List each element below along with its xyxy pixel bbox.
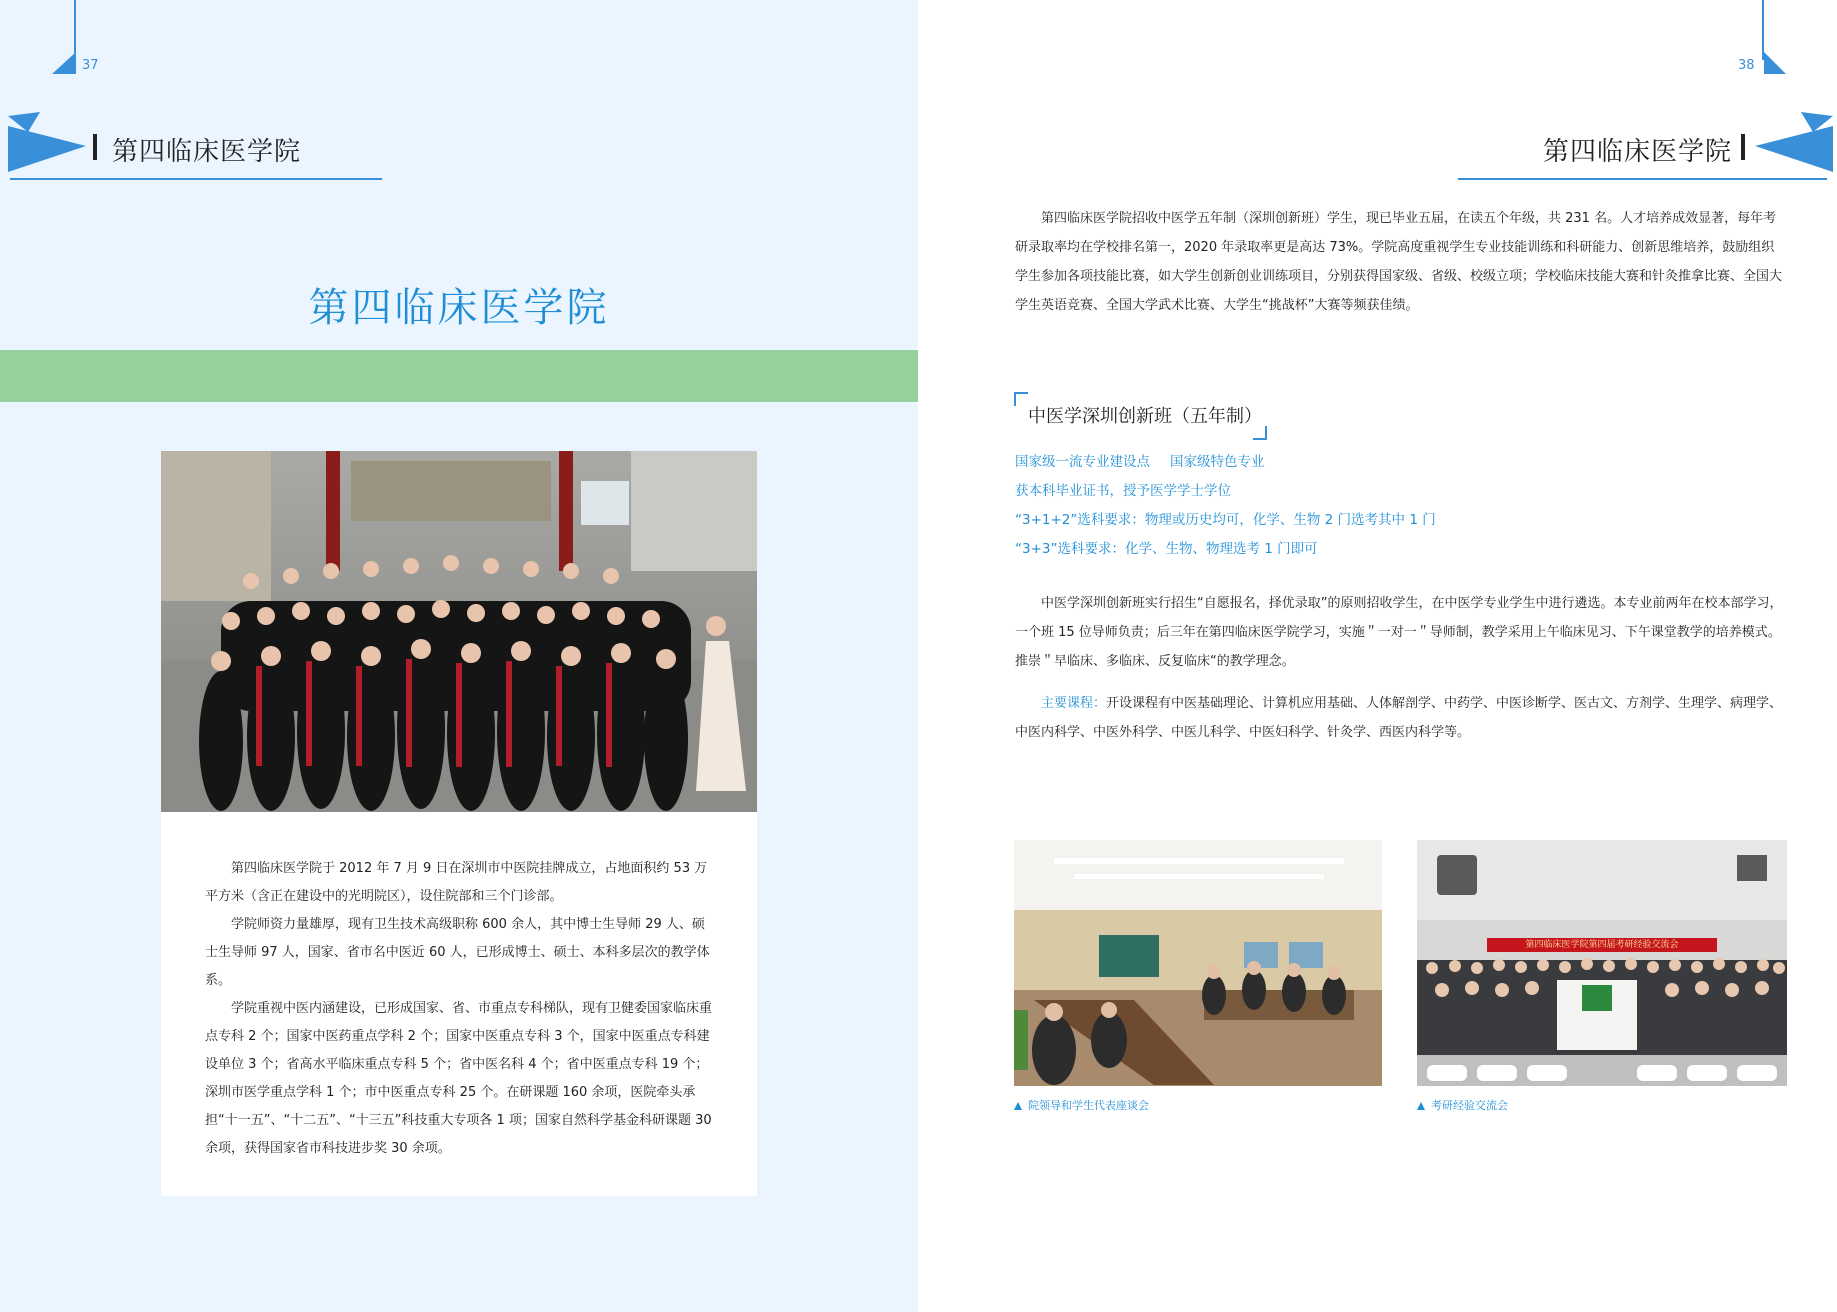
highlight-line — [1015, 508, 1456, 528]
left-page — [0, 0, 918, 1312]
header-arrow-icon — [1755, 110, 1833, 174]
photo-banner-text: 第四临床医学院第四届考研经验交流会 — [1525, 940, 1679, 950]
highlight-item: 获本科毕业证书，授予医学学士学位 — [1015, 483, 1231, 499]
photo-caption — [1417, 1097, 1508, 1113]
exam-exchange-photo — [1417, 840, 1787, 1086]
header-arrow-icon — [8, 110, 86, 174]
courses-text — [1015, 689, 1787, 747]
admission-text: 中医学深圳创新班实行招生“自愿报名，择优录取”的原则招收学生，在中医学专业学生中进行遴选。本专业前两年在校本部学习，一个班 15 位导师负责；后三年在第四临床医学院学习，实施＂一对一＂导师制，教学采用上午临床见习、下午课堂教学的培养模式。推崇＂早临床、多临床、反复临床“的教学理念。 — [1015, 596, 1783, 669]
caption-text: 考研经验交流会 — [1431, 1099, 1508, 1112]
corner-triangle-icon — [52, 52, 76, 74]
header-bar — [1741, 134, 1745, 160]
right-intro-text: 第四临床医学院招收中医学五年制（深圳创新班）学生，现已毕业五届，在读五个年级，共 231 名。人才培养成效显著，每年考研录取率均在学校排名第一，2020 年录取率更是高达 73%。学院高度重视学生专业技能训练和科研能力、创新思维培养，鼓励组织学生参加各项技能比赛，如大学生创新创业训练项目，分别获得国家级、省级、校级立项；学校临床技能大赛和针灸推拿比赛、全国大学生英语竞赛、全国大学武术比赛、大学生“挑战杯”大赛等频获佳绩。 — [1015, 211, 1783, 313]
courses-label: 主要课程： — [1041, 696, 1107, 711]
header-title: 第四临床医学院 — [1543, 137, 1733, 167]
highlight-item: “3+1+2”选科要求：物理或历史均可，化学、生物 2 门选考其中 1 门 — [1015, 512, 1436, 528]
bracket-corner — [1014, 392, 1028, 406]
highlight-item: 国家级特色专业 — [1170, 454, 1265, 470]
header-bar — [93, 134, 97, 160]
highlight-item: 国家级一流专业建设点 — [1015, 454, 1150, 470]
courses-list: 开设课程有中医基础理论、计算机应用基础、人体解剖学、中药学、中医诊断学、医古文、方剂学、生理学、病理学、中医内科学、中医外科学、中医儿科学、中医妇科学、针灸学、西医内科学等。 — [1015, 696, 1783, 740]
highlight-item: “3+3”选科要求：化学、生物、物理选考 1 门即可 — [1015, 541, 1318, 557]
graduation-group-photo — [161, 451, 757, 812]
caption-triangle-icon — [1417, 1102, 1425, 1110]
page-corner-line — [74, 0, 76, 60]
bracket-corner — [1253, 426, 1267, 440]
page-number: 37 — [82, 58, 99, 73]
highlight-line — [1015, 479, 1251, 499]
photo-caption — [1014, 1097, 1149, 1113]
caption-triangle-icon — [1014, 1102, 1022, 1110]
program-title: 中医学深圳创新班（五年制） — [1028, 406, 1262, 427]
highlight-line — [1015, 537, 1338, 557]
intro-text — [205, 855, 713, 1163]
header-rule — [1458, 178, 1827, 180]
intro-paragraph: 学院重视中医内涵建设，已形成国家、省、市重点专科梯队，现有卫健委国家临床重点专科 2 个；国家中医药重点学科 2 个；国家中医重点专科 3 个，国家中医重点专科建设单位 3 个；省高水平临床重点专科 5 个；省中医名科 4 个；省中医重点专科 19 个；深圳市医学重点学科 1 个；市中医重点专科 25 个。在研课题 160 余项，医院牵头承担“十一五”、“十二五”、“十三五”科技重大专项各 1 项；国家自然科学基金科研课题 30 余项，获得国家省市科技进步奖 30 余项。 — [205, 1001, 713, 1156]
highlight-line — [1015, 450, 1285, 470]
intro-paragraph: 学院师资力量雄厚，现有卫生技术高级职称 600 余人，其中博士生导师 29 人、硕士生导师 97 人，国家、省市名中医近 60 人，已形成博士、硕士、本科多层次的教学体系。 — [205, 917, 710, 988]
page-corner-line — [1762, 0, 1764, 60]
header-rule — [10, 178, 382, 180]
caption-text: 院领导和学生代表座谈会 — [1028, 1099, 1149, 1112]
corner-triangle-icon — [1764, 52, 1786, 74]
header-title: 第四临床医学院 — [112, 137, 302, 167]
meeting-photo — [1014, 840, 1382, 1086]
green-band — [0, 350, 918, 402]
intro-paragraph: 第四临床医学院于 2012 年 7 月 9 日在深圳市中医院挂牌成立，占地面积约 53 万平方米（含正在建设中的光明院区），设住院部和三个门诊部。 — [205, 861, 708, 904]
page-number: 38 — [1738, 58, 1755, 73]
page-title: 第四临床医学院 — [308, 285, 610, 331]
